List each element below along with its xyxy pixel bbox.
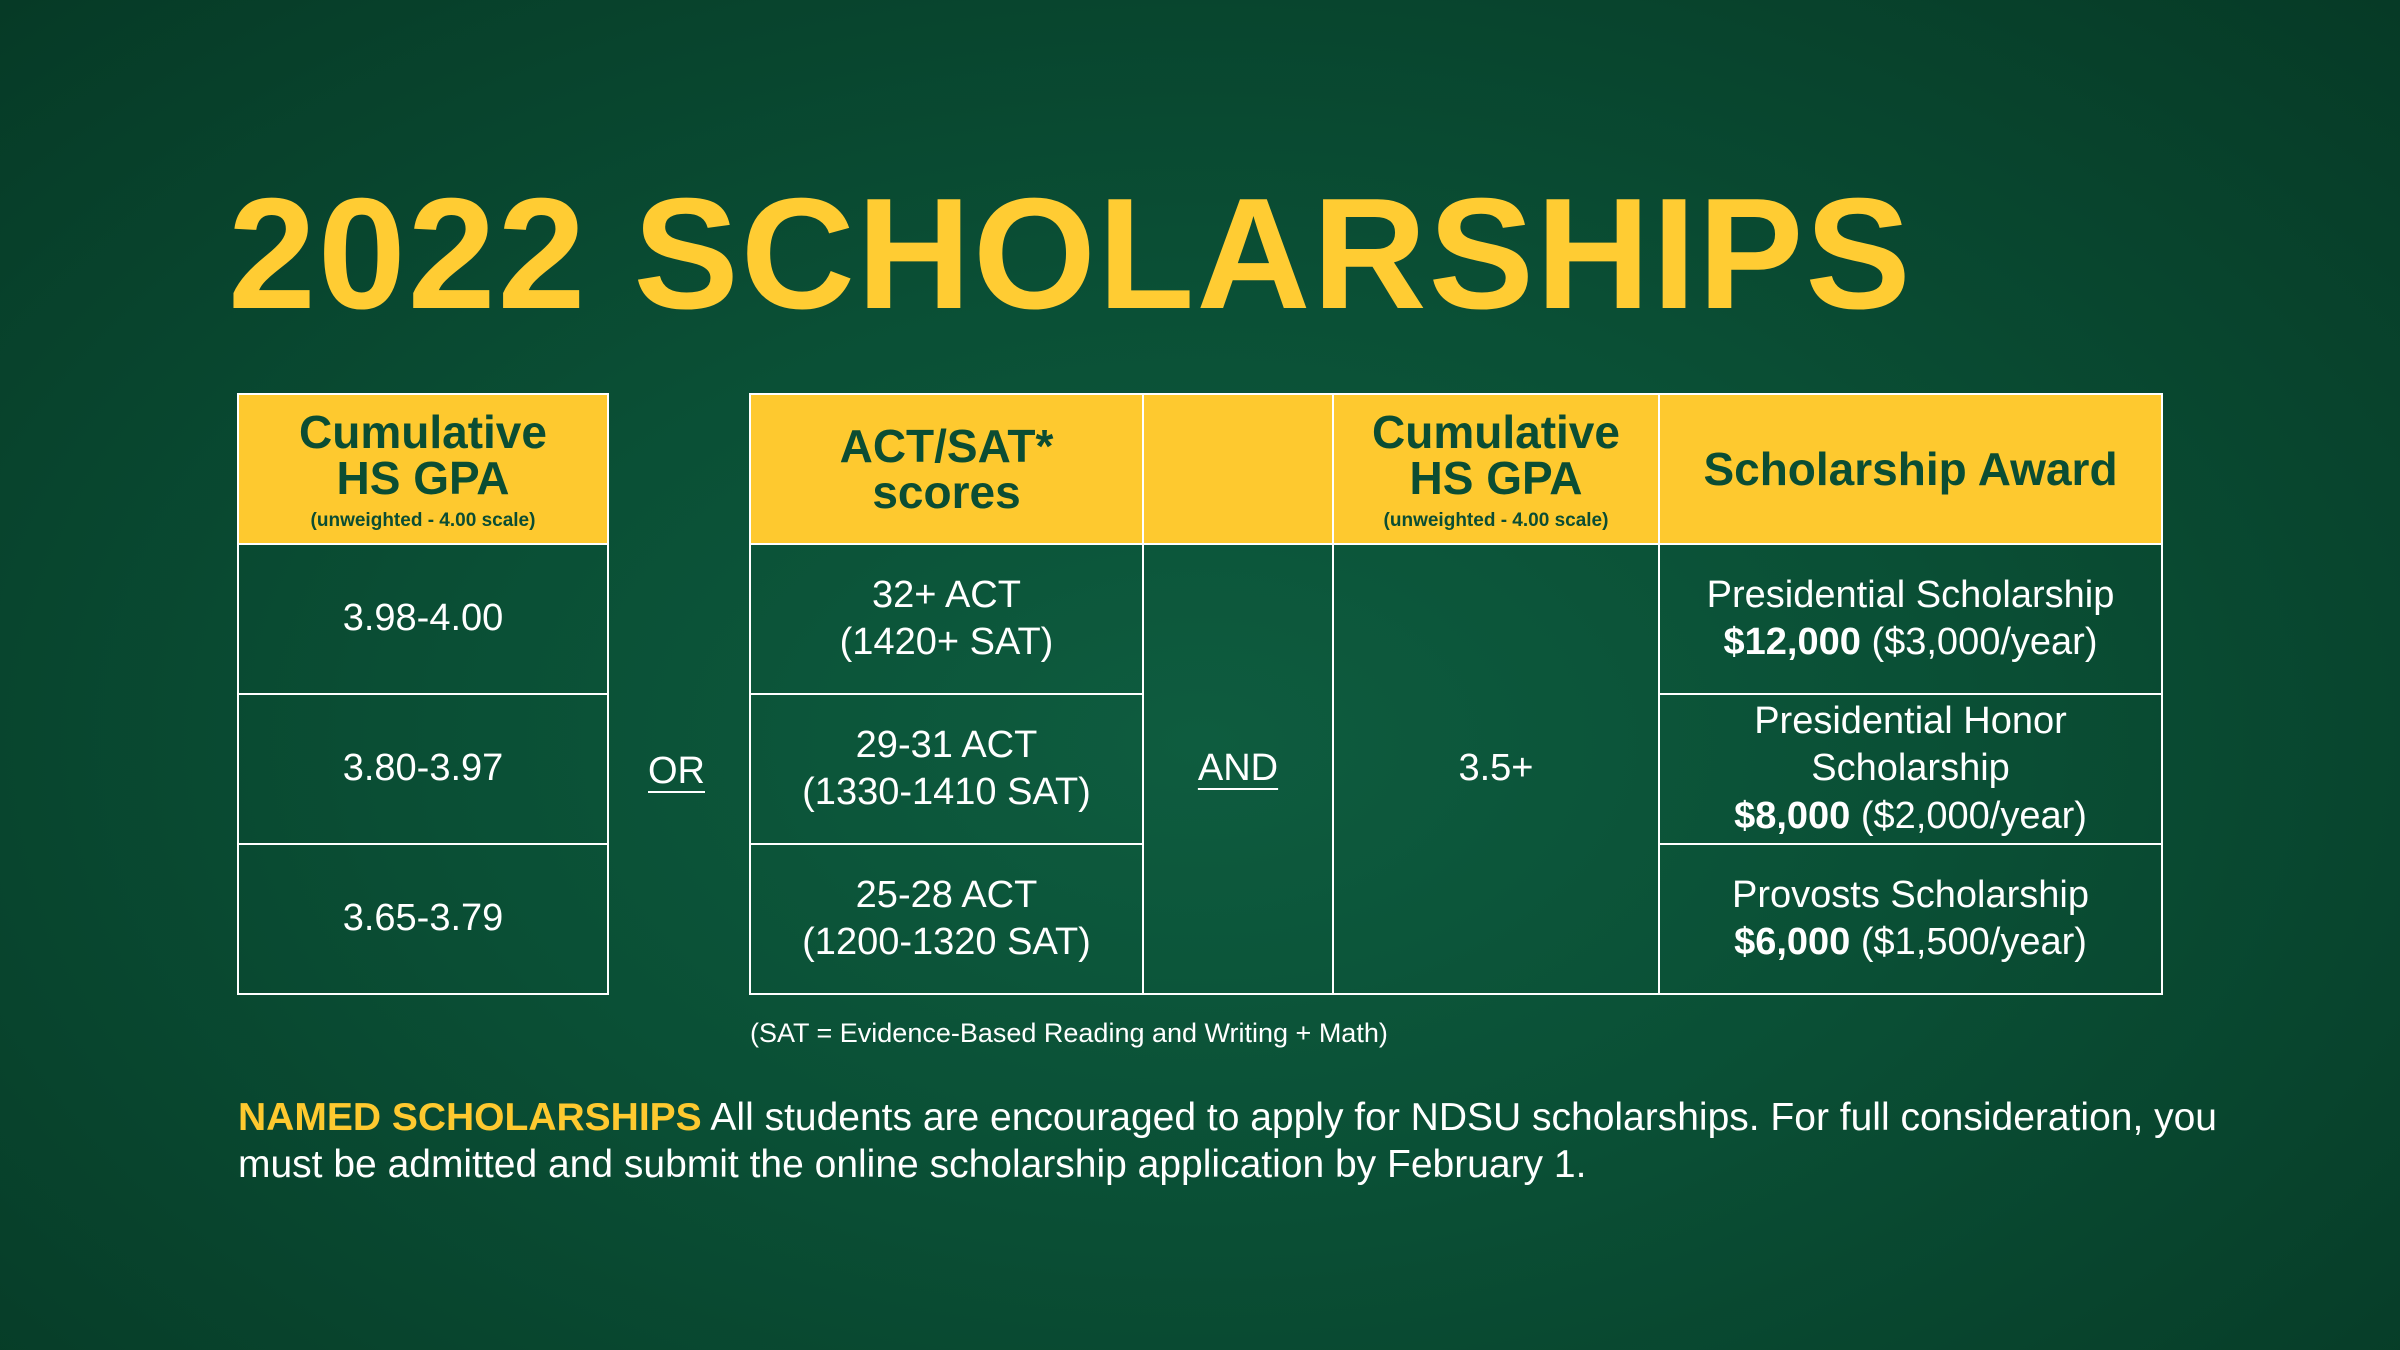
gpa-row [237, 843, 609, 995]
and-connector: AND [1197, 747, 1279, 790]
gpa-row [237, 693, 609, 845]
sat-score: (1330-1410 SAT) [802, 771, 1091, 813]
test-score-row [749, 693, 1144, 845]
gpa-requirement-header [1332, 393, 1660, 545]
sat-score: (1200-1320 SAT) [802, 921, 1091, 963]
sat-footnote: (SAT = Evidence-Based Reading and Writing + Math) [750, 1018, 1388, 1048]
test-scores-header-label: ACT/SAT* scores [839, 420, 1054, 518]
page-title: 2022 SCHOLARSHIPS [228, 166, 1913, 342]
act-score: 32+ ACT [872, 573, 1021, 616]
gpa-value: 3.98-4.00 [342, 597, 504, 640]
or-connector: OR [648, 750, 705, 792]
test-score-row [749, 843, 1144, 995]
award-row [1658, 693, 2163, 845]
gpa-value: 3.65-3.79 [342, 897, 504, 940]
and-cell [1142, 543, 1334, 995]
award-name: Presidential Honor Scholarship [1754, 699, 2067, 790]
gpa-requirement-value: 3.5+ [1458, 747, 1534, 790]
award-row [1658, 843, 2163, 995]
sat-score: (1420+ SAT) [839, 621, 1054, 663]
award-header-label: Scholarship Award [1703, 443, 2118, 495]
test-score-row [749, 543, 1144, 695]
gpa-value: 3.80-3.97 [342, 747, 504, 790]
award-amount: $12,000 [1723, 621, 1861, 663]
gpa-row [237, 543, 609, 695]
named-scholarships-lead: NAMED SCHOLARSHIPS [238, 1096, 702, 1139]
gpa-requirement-header-subtitle: (unweighted - 4.00 scale) [1383, 509, 1609, 531]
award-name: Presidential Scholarship [1706, 573, 2115, 616]
act-score: 29-31 ACT [855, 723, 1038, 766]
named-scholarships-text: All students are encouraged to apply for NDSU scholarships. For full consideration, you must be admitted and submit the online scholarship application by February 1. [238, 1096, 2217, 1186]
award-per-year: ($1,500/year) [1860, 921, 2087, 963]
award-per-year: ($2,000/year) [1860, 794, 2087, 837]
award-amount: $8,000 [1734, 794, 1851, 837]
gpa-requirement-cell [1332, 543, 1660, 995]
award-header [1658, 393, 2163, 545]
gpa-table-header [237, 393, 609, 545]
award-name: Provosts Scholarship [1732, 873, 2089, 916]
and-column-header [1142, 393, 1334, 545]
act-score: 25-28 ACT [855, 873, 1038, 916]
gpa-header-subtitle: (unweighted - 4.00 scale) [310, 509, 536, 531]
gpa-header-title: Cumulative HS GPA [299, 405, 547, 504]
test-scores-header [749, 393, 1144, 545]
award-row [1658, 543, 2163, 695]
gpa-requirement-header-title: Cumulative HS GPA [1372, 405, 1620, 504]
award-per-year: ($3,000/year) [1871, 621, 2098, 663]
award-amount: $6,000 [1734, 921, 1851, 963]
named-scholarships-paragraph [238, 1095, 2278, 1189]
